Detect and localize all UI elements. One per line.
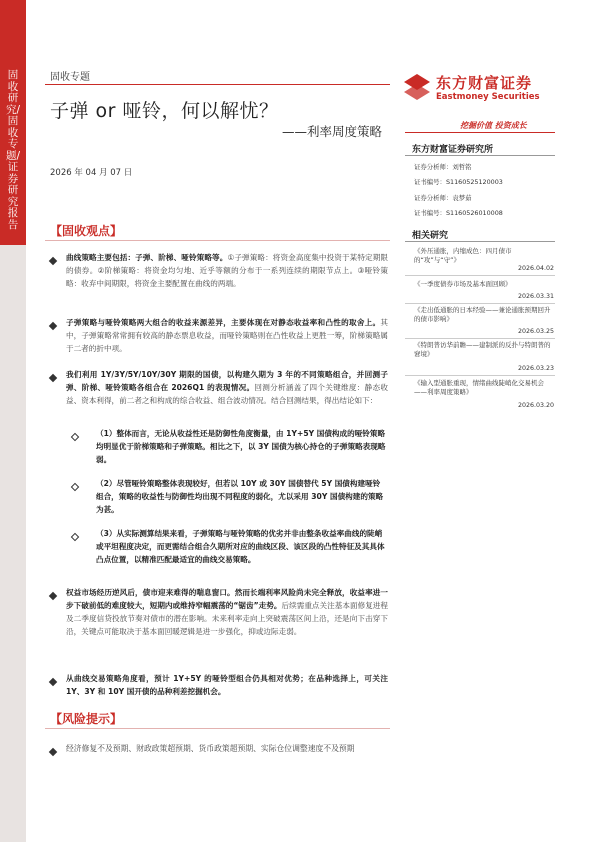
- bullet-body: 其中，子弹策略常常拥有较高的静态票息收益，而哑铃策略则在凸性收益上更胜一筹，阶梯策略属于二者的折中项。: [66, 318, 388, 353]
- bullet-bold: 曲线策略主要包括：子弹、阶梯、哑铃策略等。: [66, 253, 228, 262]
- analyst-value: S1160526010008: [445, 209, 503, 217]
- institute-divider: [405, 155, 555, 156]
- bullet-bold: 子弹策略与哑铃策略两大组合的收益来源差异，主要体现在对静态收益率和凸性的取舍上。: [66, 318, 381, 327]
- bullet-bold: 我们利用 1Y/3Y/5Y/10Y/30Y 期限的国债，以构建久期为 3 年的不同策略组合，并回测子弹、阶梯、哑铃策略各组合在 2026Q1 的表现情况。: [66, 370, 388, 392]
- analyst-value: S1160525120003: [445, 178, 503, 186]
- institute-name: 东方财富证券研究所: [412, 145, 494, 155]
- related-heading: 相关研究: [412, 231, 449, 241]
- list-item: [66, 672, 388, 698]
- bullet-icon: [49, 592, 57, 600]
- related-item-date: 2026.03.20: [517, 402, 554, 409]
- sidebar-label: 固收研究/固收专题/证券研究报告: [6, 69, 21, 231]
- views-heading: 【固收观点】: [50, 224, 123, 238]
- page-subtitle: ——利率周度策略: [281, 124, 382, 139]
- brand-logo-icon: [402, 72, 432, 102]
- sidebar: [0, 0, 26, 842]
- analyst-line: [414, 162, 472, 171]
- brand-slogan: 挖掘价值 投资成长: [460, 121, 527, 130]
- list-item: [66, 586, 388, 638]
- bullet-bold: 权益市场经历逆风后，债市迎来难得的喘息窗口。然而长端利率风险尚未完全释放，收益率进一步下破前低的难度较大，短期内或维持窄幅震荡的“锯齿”走势。: [66, 588, 388, 610]
- bullet-icon: [49, 322, 57, 330]
- analyst-line: [414, 208, 503, 217]
- sub-bullet-icon: [71, 433, 79, 441]
- views-heading-text: 固收观点: [62, 224, 111, 238]
- related-item-link[interactable]: 《输入型通胀重现，情绪曲线陡峭化交易机会——利率周度策略》: [414, 379, 544, 396]
- analyst-value: 袁梦茹: [452, 194, 472, 202]
- related-item-link[interactable]: 《一季度债券市场及基本面回顾》: [414, 280, 512, 288]
- report-date: 2026 年 04 月 07 日: [50, 168, 133, 178]
- bullet-icon: [49, 374, 57, 382]
- risk-text: 经济修复不及预期、财政政策超预期、货币政策超预期、实际仓位调整速度不及预期: [66, 744, 355, 753]
- analyst-value: 刘哲铭: [452, 163, 472, 171]
- sub-bullet-icon: [71, 483, 79, 491]
- bullet-icon: [49, 678, 57, 686]
- related-separator: [405, 275, 555, 276]
- slogan-divider: [405, 132, 555, 133]
- bullet-icon: [49, 748, 57, 756]
- sub-list-item: （1）整体而言，无论从收益性还是防御性角度衡量，由 1Y+5Y 国债构成的哑铃策略均明显优于阶梯策略和子弹策略。相比之下，以 3Y 国债为核心持仓的子弹策略表现略弱。: [96, 429, 386, 464]
- views-divider: [45, 240, 390, 241]
- related-item-link[interactable]: 《特朗普访华前瞻——建制派的反扑与特朗普的窘境》: [414, 341, 551, 358]
- risk-heading-text: 风险提示: [62, 712, 111, 726]
- bullet-body: 回测分析涵盖了四个关键维度：静态收益、资本利得，前二者之和构成的综合收益、组合波动情况。结合回测结果，得出结论如下：: [66, 383, 388, 405]
- bullet-body: ①子弹策略：将资金高度集中投资于某特定期限的债券。②阶梯策略：将资金均匀地、近乎等额的分布于一系列连续的期限节点上。③哑铃策略：收弃中间期限，将资金主要配置在曲线的两端。: [66, 253, 388, 288]
- analyst-line: [414, 193, 472, 202]
- bullet-bold: 从曲线交易策略角度看，预计 1Y+5Y 的哑铃型组合仍具相对优势；在品种选择上，可关注 1Y、3Y 和 10Y 国开债的品种利差挖掘机会。: [66, 674, 388, 696]
- analyst-label: 证书编号：: [414, 178, 446, 186]
- related-separator: [405, 375, 555, 376]
- related-item-date: 2026.03.31: [517, 293, 554, 300]
- list-item: [66, 316, 388, 355]
- related-item-date: 2026.03.25: [517, 328, 554, 335]
- related-item-date: 2026.04.02: [517, 265, 554, 272]
- list-item: [66, 368, 388, 407]
- sub-list-item: （3）从实际测算结果来看，子弹策略与哑铃策略的优劣并非由整条收益率曲线的陡峭或平坦程度决定，而更需结合组合久期所对应的曲线区段、该区段的凸性特征及其具体凸点位置，以精准匹配最适宜的曲线交易策略。: [96, 529, 385, 564]
- header-divider: [45, 84, 390, 85]
- sub-list-item: （2）尽管哑铃策略整体表现较好，但若以 10Y 或 30Y 国债替代 5Y 国债构建哑铃组合，策略的收益性与防御性均出现不同程度的弱化，尤以采用 30Y 国债构建的策略为甚。: [96, 479, 384, 514]
- sub-bullet-icon: [71, 533, 79, 541]
- analyst-label: 证书编号：: [414, 209, 446, 217]
- analyst-label: 证券分析师：: [414, 194, 453, 202]
- related-item-link[interactable]: 《外压通胀，内缩成色：四月债市的“攻”与“守”》: [414, 247, 512, 264]
- report-tag: 固收专题: [50, 72, 90, 83]
- related-separator: [405, 338, 555, 339]
- bullet-icon: [49, 257, 57, 265]
- bullet-body: 后续需重点关注基本面修复进程及二季度信贷投放节奏对债市的潜在影响。未来利率走向上突破震荡区间上沿，还是向下击穿下沿，关键点可能取决于基本面回暖逻辑是进一步强化，抑或边际走弱。: [66, 601, 389, 636]
- risk-divider: [45, 728, 390, 729]
- related-separator: [405, 303, 555, 304]
- related-divider: [405, 241, 555, 242]
- brand-name: 东方财富证券: [436, 74, 533, 92]
- list-item: [66, 251, 388, 290]
- related-item-date: 2026.03.23: [517, 365, 554, 372]
- related-item-link[interactable]: 《走出低通胀的日本经验——兼论通胀预期回升的债市影响》: [414, 306, 551, 323]
- analyst-label: 证券分析师：: [414, 163, 453, 171]
- risk-heading: 【风险提示】: [50, 712, 123, 726]
- brand-name-en: Eastmoney Securities: [436, 92, 540, 102]
- page-title: 子弹 or 哑铃，何以解忧？: [50, 100, 279, 122]
- analyst-line: [414, 177, 503, 186]
